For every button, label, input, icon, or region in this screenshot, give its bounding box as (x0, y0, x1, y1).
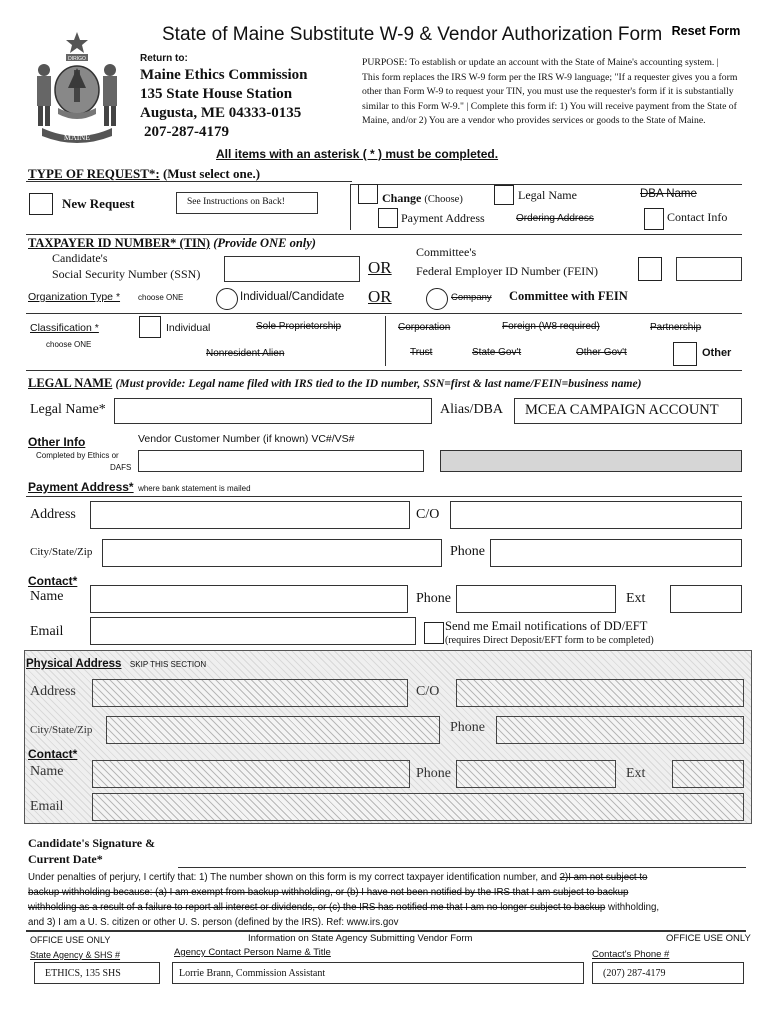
ssn-input[interactable] (224, 256, 360, 282)
physical-address-heading: Physical Address SKIP THIS SECTION (26, 658, 207, 670)
contact-name-input[interactable] (90, 585, 408, 613)
email-notify-label: Send me Email notifications of DD/EFT (445, 619, 648, 633)
office-use-right: OFFICE USE ONLY (666, 933, 751, 944)
fein-label: Federal Employer ID Number (FEIN) (416, 264, 598, 278)
payment-co-label: C/O (416, 507, 440, 522)
committee-fein-label: Committee with FEIN (509, 289, 628, 303)
address-line-1: 135 State House Station (140, 86, 293, 102)
contact-phone-label: Phone (416, 591, 451, 606)
contact-email-label: Email (30, 624, 64, 639)
payment-phone-input[interactable] (490, 539, 742, 567)
physical-city-input (106, 716, 440, 744)
legal-name-heading: LEGAL NAME (Must provide: Legal name filed with IRS tied to the ID number, SSN=first & last name/FEIN=business name) (28, 376, 642, 390)
change-checkbox[interactable] (358, 184, 378, 204)
physical-phone-input (496, 716, 744, 744)
legal-name-checkbox[interactable] (494, 185, 514, 205)
physical-address-label: Address (30, 684, 76, 699)
agency-shs-label: State Agency & SHS # (30, 950, 121, 960)
completed-by-label: Completed by Ethics or (36, 451, 119, 460)
office-use-left: OFFICE USE ONLY (30, 935, 111, 945)
or-separator-2: OR (368, 287, 392, 306)
payment-phone-label: Phone (450, 544, 485, 559)
email-notify-checkbox[interactable] (424, 622, 444, 644)
maine-state-seal (22, 28, 132, 148)
physical-email-label: Email (30, 799, 64, 814)
physical-co-label: C/O (416, 684, 440, 699)
payment-address-heading: Payment Address* where bank statement is mailed (28, 480, 251, 494)
payment-address-label: Address (30, 507, 76, 522)
state-govt-option: State Gov't (472, 347, 522, 358)
org-type-label: Organization Type * (28, 291, 121, 303)
contact-phone-input[interactable] (456, 585, 616, 613)
reset-form-button[interactable]: Reset Form (666, 20, 746, 42)
new-request-checkbox[interactable] (29, 193, 53, 215)
fein-prefix-box[interactable] (638, 257, 662, 281)
asterisk-note: All items with an asterisk ( * ) must be completed. (216, 147, 499, 161)
signature-label: Candidate's Signature & Current Date* (28, 836, 156, 866)
type-of-request-heading: TYPE OF REQUEST*: (Must select one.) (28, 166, 261, 181)
certification-text: Under penalties of perjury, I certify that: 1) The number shown on this form is my correct taxpayer identification number, and 2)I am not subject to backup withholding because: (a) I am exempt from backup withholding, or (b) I have not been notified by the IRS that I am subject to backup withholding as a result of a failure to report all interest or dividends, or (c) the IRS has notified me that I am no longer subject to backup withholding, and 3) I am a U. S. citizen or other U. S. person (defined by the IRS). Ref: www.irs.gov (28, 872, 660, 928)
physical-phone-label: Phone (450, 720, 485, 735)
payment-city-input[interactable] (102, 539, 442, 567)
dba-name-option: DBA Name (640, 188, 697, 200)
sole-prop-option: Sole Proprietorship (256, 321, 342, 332)
physical-name-label: Name (30, 764, 64, 779)
other-class-label: Other (702, 347, 732, 359)
see-instructions-note: See Instructions on Back! (176, 192, 318, 214)
other-info-heading: Other Info (28, 435, 86, 449)
alias-dba-input[interactable]: MCEA CAMPAIGN ACCOUNT (514, 398, 742, 424)
contact-email-input[interactable] (90, 617, 416, 645)
legal-name-field-label: Legal Name* (30, 402, 106, 417)
org-name: Maine Ethics Commission (140, 67, 308, 83)
vendor-number-label: Vendor Customer Number (if known) VC#/VS# (138, 433, 355, 445)
change-label: Change (Choose) (382, 191, 463, 205)
contact-ext-label: Ext (626, 591, 646, 606)
return-phone: 207-287-4179 (144, 124, 229, 140)
classification-choose: choose ONE (46, 340, 92, 349)
payment-co-input[interactable] (450, 501, 742, 529)
company-option: Company (451, 292, 492, 303)
committees-label: Committee's (416, 245, 477, 259)
payment-city-label: City/State/Zip (30, 546, 93, 558)
contact-ext-input[interactable] (670, 585, 742, 613)
physical-contact-heading: Contact* (28, 747, 78, 761)
seal-banner-text: DIRIGO (68, 56, 86, 62)
purpose-text: PURPOSE: To establish or update an account with the State of Maine's accounting system. | This form replaces the IRS W-9 form per the IRS W-9 language; "If a requester gives you a form other than Form W-9 to request your TIN, you must use the requester's form if it is substantially similar to this Form W-9." | Complete this form if: 1) You will receive payment from the State of Maine, and/or 2) You are a vendor who provides services or goods to the State of Maine. (362, 57, 738, 126)
physical-phone2-input (456, 760, 616, 788)
other-class-checkbox[interactable] (673, 342, 697, 366)
partnership-option: Partnership (650, 322, 702, 333)
return-address (140, 66, 308, 142)
agency-contact-label: Agency Contact Person Name & Title (174, 947, 331, 958)
legal-name-input[interactable] (114, 398, 432, 424)
alias-dba-label: Alias/DBA (440, 402, 503, 417)
agency-contact-value: Lorrie Brann, Commission Assistant (172, 962, 584, 984)
individual-candidate-radio[interactable] (216, 288, 238, 310)
contact-phone-office-label: Contact's Phone # (592, 949, 670, 960)
foreign-option: Foreign (W8 required) (502, 321, 600, 332)
org-type-choose: choose ONE (138, 293, 184, 302)
address-line-2: Augusta, ME 04333-0135 (140, 105, 302, 121)
physical-email-input (92, 793, 744, 821)
signature-line[interactable] (178, 867, 746, 868)
form-title: State of Maine Substitute W-9 & Vendor Authorization Form (162, 24, 663, 45)
ssn-label: Social Security Number (SSN) (52, 267, 201, 281)
email-notify-note: (requires Direct Deposit/EFT form to be completed) (445, 635, 654, 646)
physical-phone2-label: Phone (416, 766, 451, 781)
candidates-label: Candidate's (52, 251, 108, 265)
corporation-option: Corporation (398, 322, 451, 333)
physical-ext-label: Ext (626, 766, 646, 781)
agency-shs-value: ETHICS, 135 SHS (34, 962, 160, 984)
vendor-number-input[interactable] (138, 450, 424, 472)
other-govt-option: Other Gov't (576, 347, 627, 358)
committee-fein-radio[interactable] (426, 288, 448, 310)
agency-info-title: Information on State Agency Submitting Vendor Form (248, 933, 473, 944)
payment-address-option: Payment Address (401, 211, 485, 225)
payment-address-checkbox[interactable] (378, 208, 398, 228)
nonresident-alien-option: Nonresident Alien (206, 348, 285, 359)
physical-co-input (456, 679, 744, 707)
legal-name-option: Legal Name (518, 188, 577, 202)
trust-option: Trust (410, 347, 433, 358)
individual-class-checkbox[interactable] (139, 316, 161, 338)
new-request-label: New Request (62, 196, 135, 211)
contact-name-label: Name (30, 589, 64, 604)
dafs-label: DAFS (110, 463, 132, 472)
physical-ext-input (672, 760, 744, 788)
return-to-label: Return to: (140, 53, 188, 64)
physical-address-input (92, 679, 408, 707)
ordering-address-option: Ordering Address (516, 213, 594, 224)
vendor-number-office-box (440, 450, 742, 472)
physical-name-input (92, 760, 410, 788)
contact-info-checkbox[interactable] (644, 208, 664, 230)
classification-label: Classification * (30, 322, 99, 334)
seal-ribbon-text: MAINE (63, 133, 91, 142)
or-separator-1: OR (368, 258, 392, 277)
contact-heading: Contact* (28, 574, 78, 588)
payment-address-input[interactable] (90, 501, 410, 529)
fein-input[interactable] (676, 257, 742, 281)
physical-city-label: City/State/Zip (30, 724, 93, 736)
contact-phone-value: (207) 287-4179 (592, 962, 744, 984)
tin-heading: TAXPAYER ID NUMBER* (TIN) (Provide ONE only) (28, 236, 316, 250)
individual-candidate-label: Individual/Candidate (240, 291, 345, 303)
contact-info-option: Contact Info (667, 210, 728, 224)
individual-class-label: Individual (166, 322, 211, 334)
